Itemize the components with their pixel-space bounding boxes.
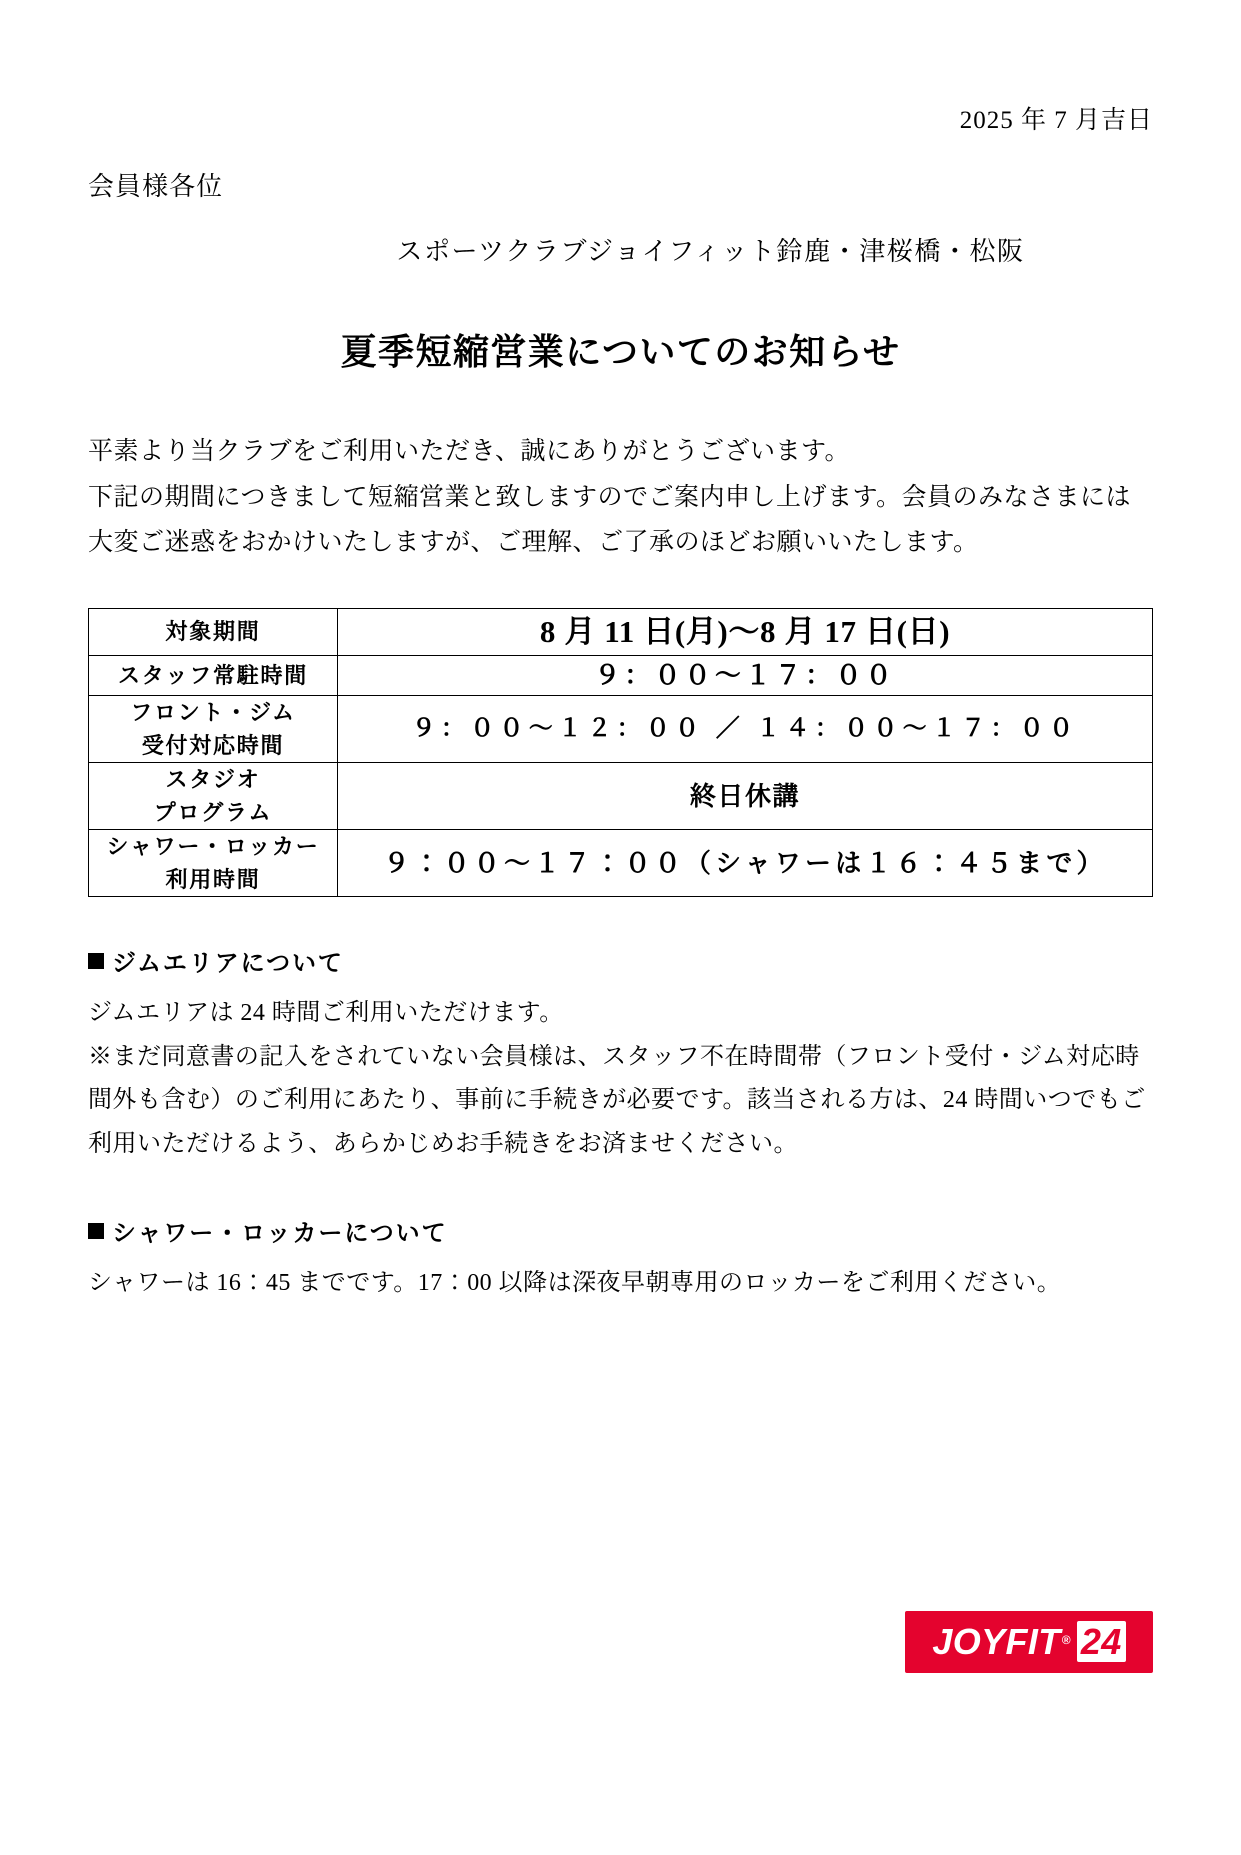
addressee-line: 会員様各位 xyxy=(88,172,224,201)
row-label-front-gym-line2: 受付対応時間 xyxy=(141,733,285,758)
row-value-period: 8 月 11 日(月)〜8 月 17 日(日) xyxy=(338,608,1153,656)
row-label-front-gym xyxy=(89,696,338,763)
row-label-shower-locker xyxy=(89,830,338,897)
table-row xyxy=(89,763,1153,830)
row-label-period: 対象期間 xyxy=(89,608,338,656)
table-row xyxy=(89,608,1153,656)
section-heading-shower-locker-text: シャワー・ロッカーについて xyxy=(112,1220,448,1247)
intro-line-1: 平素より当クラブをご利用いただき、誠にありがとうございます。 xyxy=(88,438,851,465)
row-value-studio: 終日休講 xyxy=(338,763,1153,830)
shower-locker-line-1: シャワーは 16：45 までです。17：00 以降は深夜早朝専用のロッカーをご利用ください。 xyxy=(88,1269,1062,1296)
page-title: 夏季短縮営業についてのお知らせ xyxy=(340,332,901,372)
row-label-studio xyxy=(89,763,338,830)
club-name-line: スポーツクラブジョイフィット鈴鹿・津桜橋・松阪 xyxy=(396,237,1025,266)
row-label-studio-line1: スタジオ xyxy=(165,767,261,792)
table-row xyxy=(89,656,1153,696)
joyfit-logo-brand: JOYFIT xyxy=(932,1621,1061,1662)
intro-line-2: 下記の期間につきまして短縮営業と致しますのでご案内申し上げます。会員のみなさまには大変ご迷惑をおかけいたしますが、ご理解、ご了承のほどお願いいたします。 xyxy=(88,483,1132,556)
row-label-staff-hours: スタッフ常駐時間 xyxy=(89,656,338,696)
row-label-shower-locker-line1: シャワー・ロッカー xyxy=(106,834,320,859)
schedule-table xyxy=(88,608,1153,898)
section-heading-shower-locker xyxy=(88,1213,1153,1248)
row-value-staff-hours: ９：００〜１７：００ xyxy=(338,656,1153,696)
joyfit-logo-text xyxy=(932,1621,1125,1663)
section-body-gym-area xyxy=(88,992,1153,1167)
document-date: 2025 年 7 月吉日 xyxy=(959,107,1153,134)
section-body-shower-locker xyxy=(88,1262,1153,1306)
row-label-shower-locker-line2: 利用時間 xyxy=(165,867,261,892)
joyfit-logo xyxy=(905,1611,1153,1673)
section-heading-gym-area-text: ジムエリアについて xyxy=(112,951,344,977)
joyfit-logo-registered: ® xyxy=(1061,1633,1071,1647)
table-row xyxy=(89,830,1153,897)
row-value-front-gym: ９：００〜１２：００ ／ １４：００〜１７：００ xyxy=(338,696,1153,763)
row-label-studio-line2: プログラム xyxy=(153,800,273,825)
document-page xyxy=(0,100,1241,1855)
black-square-icon xyxy=(88,1223,104,1239)
row-value-shower-locker: ９：００〜１７：００（シャワーは１６：４５まで） xyxy=(338,830,1153,897)
black-square-icon xyxy=(88,953,104,969)
section-heading-gym-area xyxy=(88,943,1153,978)
gym-area-line-1: ジムエリアは 24 時間ご利用いただけます。 xyxy=(88,1000,564,1026)
joyfit-logo-number: 24 xyxy=(1077,1621,1126,1662)
gym-area-line-2: ※まだ同意書の記入をされていない会員様は、スタッフ不在時間帯（フロント受付・ジム対応時間外も含む）のご利用にあたり、事前に手続きが必要です。該当される方は、24 時間いつでもご利用いただけるよう、あらかじめお手続きをお済ませください。 xyxy=(88,1043,1146,1158)
intro-paragraphs xyxy=(88,429,1153,566)
row-label-front-gym-line1: フロント・ジム xyxy=(130,700,296,725)
table-row xyxy=(89,696,1153,763)
